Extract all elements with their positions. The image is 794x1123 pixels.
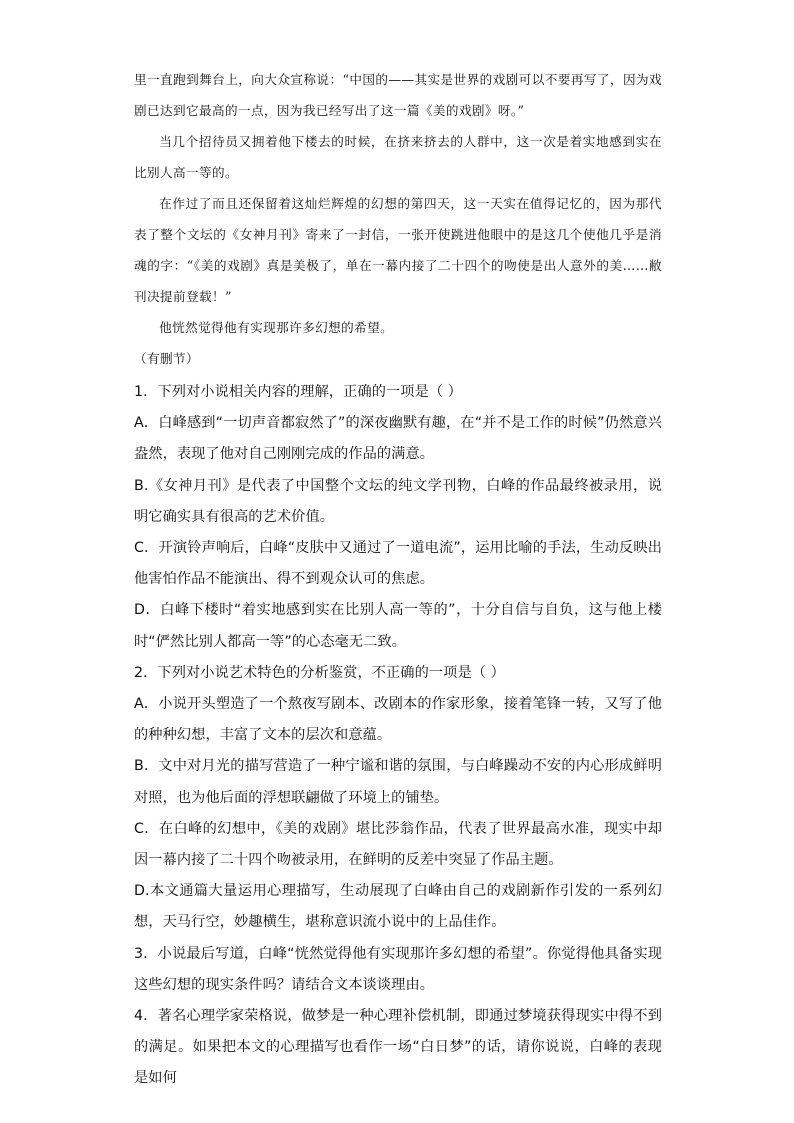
answer-option: D.本文通篇大量运用心理描写，生动展现了白峰由自己的戏剧新作引发的一系列幻想，天马行空，妙趣横生，堪称意识流小说中的上品佳作。 [134, 883, 662, 931]
question-stem: 3．小说最后写道，白峰“恍然觉得他有实现那许多幻想的希望”。你觉得他具备实现这些幻想的现实条件吗？请结合文本谈谈理由。 [134, 945, 662, 993]
question-stem: 1．下列对小说相关内容的理解，正确的一项是（ ） [134, 384, 463, 400]
question-section [134, 377, 662, 1095]
answer-option: B．文中对月光的描写营造了一种宁谧和谐的氛围，与白峰躁动不安的内心形成鲜明对照，也为他后面的浮想联翩做了环境上的铺垫。 [134, 758, 662, 806]
answer-option: A．小说开头塑造了一个熬夜写剧本、改剧本的作家形象，接着笔锋一转，又写了他的种种幻想，丰富了文本的层次和意蕴。 [134, 696, 662, 744]
passage-paragraph: 里一直跑到舞台上，向大众宣称说：“中国的——其实是世界的戏剧可以不要再写了，因为戏剧已达到它最高的一点，因为我已经写出了这一篇《美的戏剧》呀。” [134, 72, 662, 118]
answer-option: C．开演铃声响后，白峰“皮肤中又通过了一道电流”，运用比喻的手法，生动反映出他害怕作品不能演出、得不到观众认可的焦虑。 [134, 540, 662, 588]
question-stem: 2．下列对小说艺术特色的分析鉴赏，不正确的一项是（ ） [134, 664, 505, 681]
passage-paragraph: 当几个招待员又拥着他下楼去的时候，在挤来挤去的人群中，这一次是着实地感到实在比别人高一等的。 [134, 134, 662, 180]
passage-paragraph: 在作过了而且还保留着这灿烂辉煌的幻想的第四天，这一天实在值得记忆的，因为那代表了整个文坛的《女神月刊》寄来了一封信，一张开使跳进他眼中的是这几个使他几乎是消魂的字：“《美的戏剧》真是美极了，单在一幕内接了二十四个的吻使是出人意外的美……敝刊决提前登载！” [134, 196, 662, 304]
answer-option: D．白峰下楼时“着实地感到实在比别人高一等的”，十分自信与自负，这与他上楼时“俨然比别人都高一等”的心态毫无二致。 [134, 602, 662, 650]
answer-option: A．白峰感到“一切声音都寂然了”的深夜幽默有趣，在“并不是工作的时候”仍然意兴盎然，表现了他对自己刚刚完成的作品的满意。 [134, 415, 662, 463]
passage-paragraph: 他恍然觉得他有实现那许多幻想的希望。 [159, 320, 394, 335]
abridged-note: （有删节） [134, 351, 199, 366]
story-passage [134, 64, 662, 374]
answer-option: C．在白峰的幻想中，《美的戏剧》堪比莎翁作品，代表了世界最高水准，现实中却因一幕内接了二十四个吻被录用，在鲜明的反差中突显了作品主题。 [134, 820, 662, 869]
answer-option: B.《女神月刊》是代表了中国整个文坛的纯文学刊物，白峰的作品最终被录用，说明它确实具有很高的艺术价值。 [134, 477, 662, 525]
question-stem: 4．著名心理学家荣格说，做梦是一种心理补偿机制，即通过梦境获得现实中得不到的满足。如果把本文的心理描写也看作一场“白日梦”的话，请你说说，白峰的表现是如何 [134, 1008, 662, 1087]
